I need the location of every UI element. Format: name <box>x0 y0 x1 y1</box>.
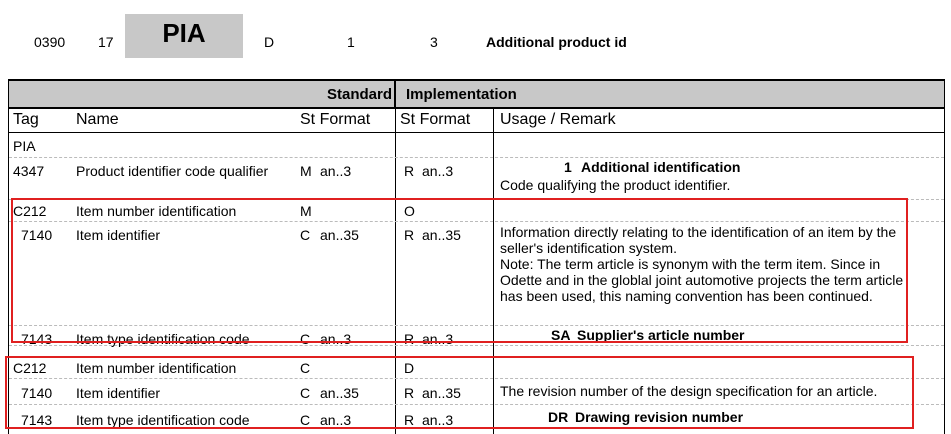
col-name: Name <box>76 111 119 128</box>
band-divider <box>394 81 396 109</box>
row-tag: C212 <box>13 203 47 219</box>
row-tag: 7140 <box>21 385 53 401</box>
row-tag: 4347 <box>13 163 45 179</box>
segment-max: 3 <box>430 34 438 50</box>
col-std-st-format: St Format <box>300 111 371 128</box>
row-remark-block <box>500 224 918 304</box>
segment-header <box>0 0 951 80</box>
row-impl-st: O <box>404 203 415 219</box>
row-impl-format: an..3 <box>422 412 454 428</box>
row-std-st: C <box>300 360 311 376</box>
segment-status: D <box>264 34 275 50</box>
row-name: Item identifier <box>76 227 161 243</box>
row-name: Item type identification code <box>76 331 250 347</box>
row-impl-format: an..35 <box>422 385 461 401</box>
row-impl-format: an..3 <box>422 163 454 179</box>
segment-tag: PIA <box>162 18 206 48</box>
row-std-st: C <box>300 385 311 401</box>
row-impl-format: an..35 <box>422 227 461 243</box>
row-std-format: an..35 <box>320 385 359 401</box>
row-code-desc: Additional identification <box>581 159 741 175</box>
row-std-st: M <box>300 163 312 179</box>
row-remark: Information directly relating to the identification of an item by the seller's identification system. <box>500 224 897 256</box>
row-impl-st: R <box>404 163 415 179</box>
table-row <box>9 358 944 379</box>
row-tag: PIA <box>13 138 36 154</box>
segment-table <box>8 79 945 434</box>
row-std-st: M <box>300 203 312 219</box>
row-std-format: an..3 <box>320 412 352 428</box>
row-std-st: C <box>300 227 311 243</box>
row-std-format: an..3 <box>320 163 352 179</box>
row-impl-st: R <box>404 227 415 243</box>
column-header-row <box>9 109 944 133</box>
row-name: Item identifier <box>76 385 161 401</box>
table-band <box>9 81 944 109</box>
row-std-format: an..3 <box>320 331 352 347</box>
row-remark-note: Note: The term article is synonym with the term item. Since in Odette and in the globlal joint automotive projects the term article has been used, this naming convention has been continued. <box>500 256 904 304</box>
col-impl-st-format: St Format <box>400 111 471 128</box>
row-name: Item number identification <box>76 203 237 219</box>
row-code: DR <box>548 409 569 425</box>
band-implementation: Implementation <box>406 86 517 103</box>
col-usage: Usage / Remark <box>500 111 616 128</box>
row-impl-st: D <box>404 360 415 376</box>
table-row <box>9 200 944 222</box>
row-name: Item number identification <box>76 360 237 376</box>
segment-min: 1 <box>347 34 355 50</box>
row-tag: 7140 <box>21 227 53 243</box>
row-impl-st: R <box>404 385 415 401</box>
table-row <box>9 326 944 346</box>
row-std-st: C <box>300 412 311 428</box>
band-standard: Standard <box>326 86 392 103</box>
row-code-desc: Supplier's article number <box>577 327 745 343</box>
table-row <box>9 405 944 433</box>
table-row <box>9 379 944 405</box>
row-code: 1 <box>564 159 572 175</box>
row-std-format: an..35 <box>320 227 359 243</box>
row-code-desc: Drawing revision number <box>575 409 744 425</box>
row-name: Product identifier code qualifier <box>76 163 269 179</box>
segment-position: 0390 <box>34 34 66 50</box>
segment-level: 17 <box>98 34 114 50</box>
row-impl-st: R <box>404 412 415 428</box>
row-impl-format: an..3 <box>422 331 454 347</box>
row-remark: Code qualifying the product identifier. <box>500 177 731 193</box>
row-code: SA <box>551 327 571 343</box>
row-tag: 7143 <box>21 412 53 428</box>
col-tag: Tag <box>13 111 39 128</box>
table-row <box>9 222 944 326</box>
row-std-st: C <box>300 331 311 347</box>
segment-name: Additional product id <box>486 34 627 50</box>
table-row <box>9 158 944 200</box>
table-row <box>9 134 944 158</box>
row-tag: C212 <box>13 360 47 376</box>
row-name: Item type identification code <box>76 412 250 428</box>
row-remark: The revision number of the design specification for an article. <box>500 383 878 399</box>
row-impl-st: R <box>404 331 415 347</box>
row-tag: 7143 <box>21 331 53 347</box>
